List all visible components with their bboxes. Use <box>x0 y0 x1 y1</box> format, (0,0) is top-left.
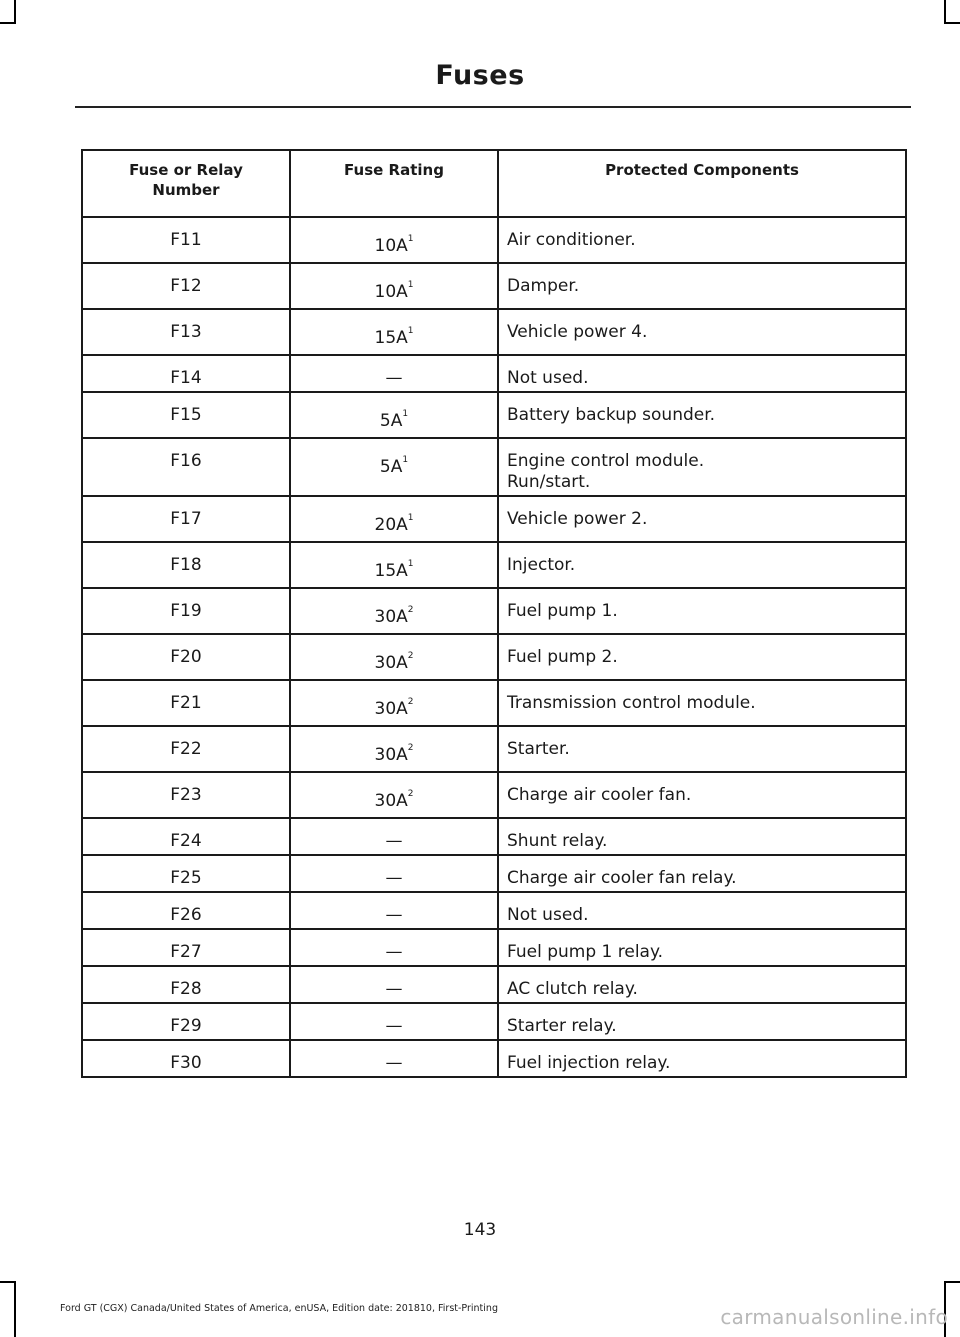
table-row <box>82 680 906 726</box>
crop-mark <box>944 1281 960 1283</box>
fuse-number: F13 <box>82 309 290 355</box>
fuse-rating <box>290 966 498 1003</box>
fuse-rating-value: 5A <box>379 411 403 431</box>
fuse-number: F18 <box>82 542 290 588</box>
fuse-rating <box>290 726 498 772</box>
component-text: Fuel injection relay. <box>507 1053 671 1073</box>
component-text: Charge air cooler fan relay. <box>507 868 737 888</box>
fuse-number: F19 <box>82 588 290 634</box>
footer-edition-text: Ford GT (CGX) Canada/United States of America, enUSA, Edition date: 201810, First-Printing <box>60 1303 498 1314</box>
table-row <box>82 892 906 929</box>
component-text: Engine control module. <box>507 451 705 471</box>
fuse-number: F15 <box>82 392 290 438</box>
protected-components <box>498 496 906 542</box>
fuse-rating-value: — <box>385 979 403 999</box>
table-row <box>82 966 906 1003</box>
fuse-rating <box>290 772 498 818</box>
component-text: Air conditioner. <box>507 230 636 250</box>
footnote-marker: 2 <box>407 605 414 615</box>
fuse-rating <box>290 438 498 496</box>
crop-mark <box>14 1281 16 1337</box>
table-row <box>82 1003 906 1040</box>
component-text: Vehicle power 4. <box>507 322 648 342</box>
protected-components <box>498 1040 906 1077</box>
fuse-rating-value: 10A <box>374 282 408 302</box>
fuse-rating-value: — <box>385 1016 403 1036</box>
footnote-marker: 2 <box>407 743 414 753</box>
table-row <box>82 772 906 818</box>
component-text: Fuel pump 1 relay. <box>507 942 664 962</box>
table-row <box>82 588 906 634</box>
table-row <box>82 726 906 772</box>
fuse-rating <box>290 855 498 892</box>
fuse-rating-value: 15A <box>374 561 408 581</box>
fuse-rating-value: — <box>385 368 403 388</box>
table-row <box>82 217 906 263</box>
fuse-number: F30 <box>82 1040 290 1077</box>
protected-components <box>498 680 906 726</box>
fuse-rating <box>290 355 498 392</box>
fuse-rating <box>290 263 498 309</box>
component-text: Not used. <box>507 368 589 388</box>
footnote-marker: 1 <box>407 559 414 569</box>
table-row <box>82 929 906 966</box>
fuse-rating <box>290 1040 498 1077</box>
fuse-number: F21 <box>82 680 290 726</box>
crop-mark <box>944 0 946 22</box>
fuse-rating-value: 20A <box>374 515 408 535</box>
table-row <box>82 438 906 496</box>
component-text: Fuel pump 2. <box>507 647 618 667</box>
fuse-table <box>81 149 907 1078</box>
component-text: Not used. <box>507 905 589 925</box>
fuse-rating-value: 30A <box>374 791 408 811</box>
fuse-rating <box>290 496 498 542</box>
crop-mark <box>14 0 16 22</box>
fuse-number: F11 <box>82 217 290 263</box>
fuse-number: F20 <box>82 634 290 680</box>
header-fuse-rating: Fuse Rating <box>290 150 498 217</box>
fuse-rating-value: 15A <box>374 328 408 348</box>
fuse-number: F17 <box>82 496 290 542</box>
fuse-rating-value: 5A <box>379 457 403 477</box>
fuse-rating-value: — <box>385 831 403 851</box>
footnote-marker: 1 <box>402 455 409 465</box>
footnote-marker: 2 <box>407 697 414 707</box>
component-text: Injector. <box>507 555 576 575</box>
table-row <box>82 818 906 855</box>
footnote-marker: 1 <box>407 513 414 523</box>
protected-components <box>498 355 906 392</box>
protected-components <box>498 772 906 818</box>
table-row <box>82 309 906 355</box>
protected-components <box>498 1003 906 1040</box>
watermark: carmanualsonline.info <box>720 1305 948 1329</box>
fuse-number: F27 <box>82 929 290 966</box>
footnote-marker: 1 <box>407 280 414 290</box>
footnote-marker: 2 <box>407 651 414 661</box>
fuse-rating <box>290 309 498 355</box>
component-text: Damper. <box>507 276 580 296</box>
page-number: 143 <box>463 1220 497 1240</box>
header-protected-components: Protected Components <box>498 150 906 217</box>
table-row <box>82 263 906 309</box>
fuse-number: F26 <box>82 892 290 929</box>
fuse-rating <box>290 818 498 855</box>
component-text: Charge air cooler fan. <box>507 785 692 805</box>
fuse-number: F16 <box>82 438 290 496</box>
fuse-rating-value: 30A <box>374 699 408 719</box>
protected-components <box>498 588 906 634</box>
protected-components <box>498 438 906 496</box>
component-text: Battery backup sounder. <box>507 405 716 425</box>
footnote-marker: 1 <box>407 234 414 244</box>
fuse-rating-value: — <box>385 905 403 925</box>
component-text: Starter. <box>507 739 570 759</box>
fuse-rating-value: 30A <box>374 607 408 627</box>
protected-components <box>498 542 906 588</box>
protected-components <box>498 217 906 263</box>
title-divider <box>75 106 911 108</box>
protected-components <box>498 892 906 929</box>
fuse-number: F12 <box>82 263 290 309</box>
fuse-rating-value: 30A <box>374 745 408 765</box>
fuse-rating <box>290 588 498 634</box>
table-row <box>82 855 906 892</box>
fuse-rating <box>290 542 498 588</box>
table-header-row <box>82 150 906 217</box>
footnote-marker: 1 <box>407 326 414 336</box>
fuse-rating <box>290 680 498 726</box>
table-row <box>82 1040 906 1077</box>
fuse-number: F28 <box>82 966 290 1003</box>
protected-components <box>498 634 906 680</box>
component-text: AC clutch relay. <box>507 979 638 999</box>
table-row <box>82 496 906 542</box>
table-row <box>82 392 906 438</box>
fuse-number: F22 <box>82 726 290 772</box>
component-text: Transmission control module. <box>507 693 756 713</box>
fuse-rating-value: 10A <box>374 236 408 256</box>
fuse-number: F25 <box>82 855 290 892</box>
page-title: Fuses <box>435 60 525 91</box>
fuse-rating <box>290 929 498 966</box>
component-text: Shunt relay. <box>507 831 608 851</box>
protected-components <box>498 309 906 355</box>
fuse-rating <box>290 392 498 438</box>
fuse-rating-value: — <box>385 1053 403 1073</box>
header-fuse-number <box>82 150 290 217</box>
fuse-rating-value: — <box>385 868 403 888</box>
fuse-number: F24 <box>82 818 290 855</box>
crop-mark <box>0 22 16 24</box>
fuse-rating <box>290 1003 498 1040</box>
component-text: Fuel pump 1. <box>507 601 618 621</box>
protected-components <box>498 392 906 438</box>
protected-components <box>498 966 906 1003</box>
table-row <box>82 355 906 392</box>
footnote-marker: 1 <box>402 409 409 419</box>
protected-components <box>498 263 906 309</box>
fuse-rating-value: 30A <box>374 653 408 673</box>
protected-components <box>498 726 906 772</box>
fuse-number: F14 <box>82 355 290 392</box>
component-text: Vehicle power 2. <box>507 509 648 529</box>
table-row <box>82 634 906 680</box>
crop-mark <box>944 22 960 24</box>
fuse-rating <box>290 217 498 263</box>
component-text: Starter relay. <box>507 1016 617 1036</box>
protected-components <box>498 929 906 966</box>
header-fuse-number-label: Fuse or Relay Number <box>129 161 243 199</box>
table-row <box>82 542 906 588</box>
protected-components <box>498 818 906 855</box>
fuse-table-body <box>82 217 906 1077</box>
footnote-marker: 2 <box>407 789 414 799</box>
fuse-rating <box>290 892 498 929</box>
fuse-rating <box>290 634 498 680</box>
fuse-number: F23 <box>82 772 290 818</box>
protected-components <box>498 855 906 892</box>
fuse-number: F29 <box>82 1003 290 1040</box>
fuse-rating-value: — <box>385 942 403 962</box>
component-text: Run/start. <box>507 472 591 492</box>
